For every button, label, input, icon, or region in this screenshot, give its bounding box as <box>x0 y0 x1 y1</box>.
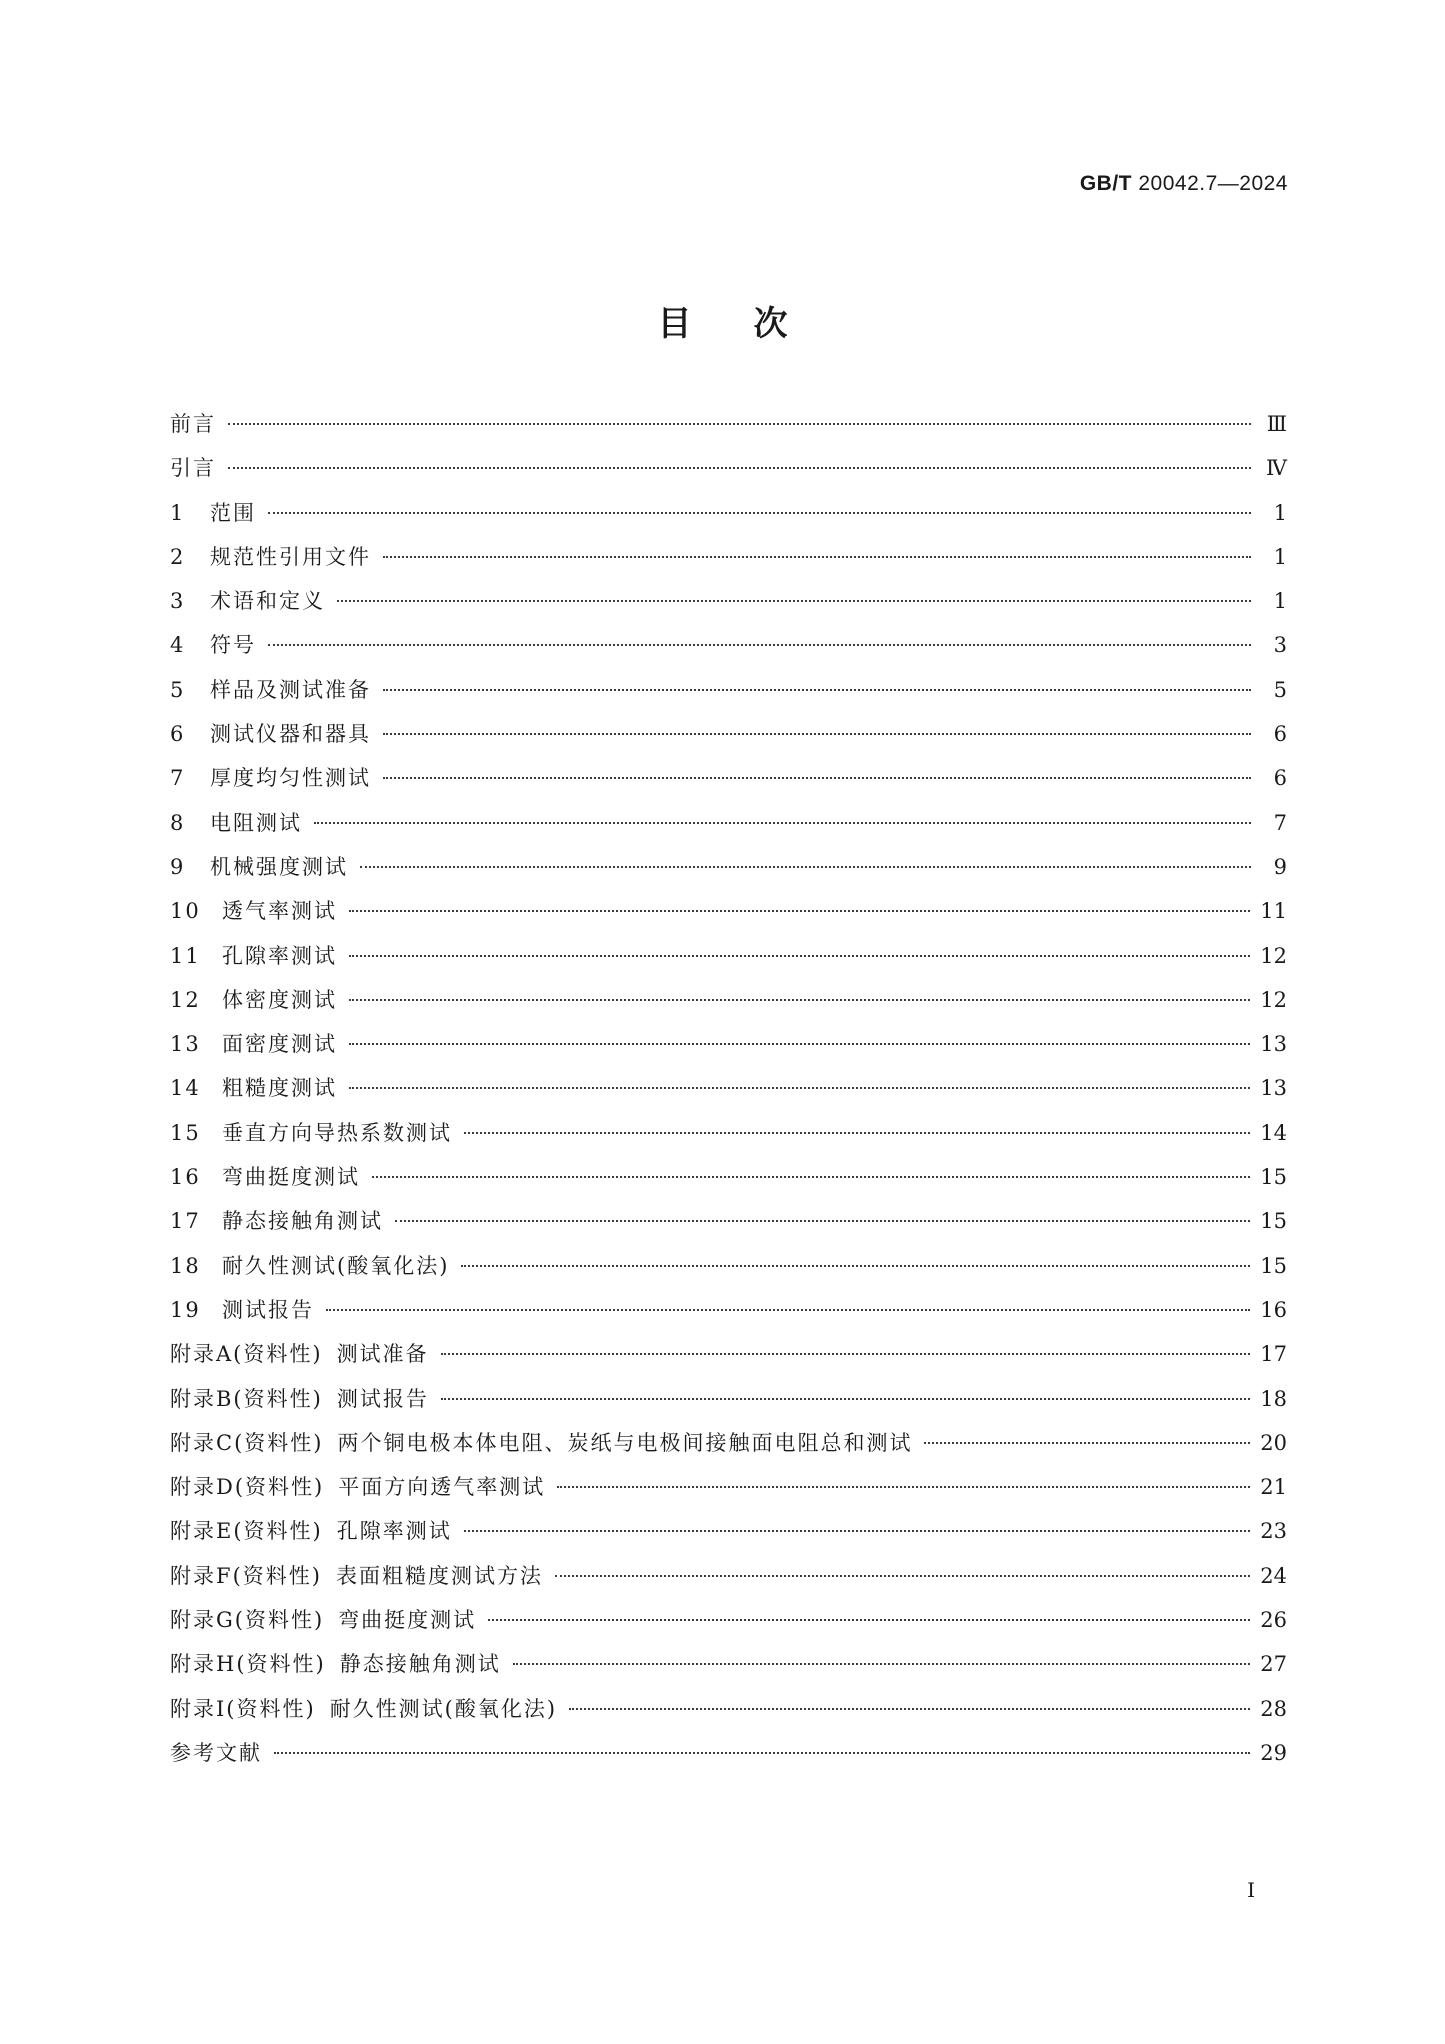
toc-entry-number: 5 <box>170 677 186 702</box>
toc-entry-label <box>222 895 337 925</box>
toc-entry[interactable] <box>170 895 1287 939</box>
toc-entry-number: 4 <box>170 633 186 658</box>
toc-entry-label <box>170 1427 912 1457</box>
toc-entry[interactable] <box>170 1072 1287 1116</box>
toc-entry-label-text: 附录F(资料性) <box>170 1563 322 1588</box>
toc-entry-appendix-title: 两个铜电极本体电阻、炭纸与电极间接触面电阻总和测试 <box>337 1430 913 1455</box>
toc-entry-page-number: 6 <box>1273 722 1287 747</box>
toc-entry-number: 12 <box>170 987 201 1012</box>
toc-entry-page-number: 6 <box>1273 766 1287 791</box>
toc-entry[interactable] <box>170 1693 1287 1737</box>
toc-dot-leader <box>228 423 1251 425</box>
toc-dot-leader <box>555 1575 1250 1577</box>
toc-entry-label-text: 术语和定义 <box>210 589 325 614</box>
toc-entry-label-text: 附录G(资料性) <box>170 1608 325 1633</box>
toc-entry-label <box>170 452 216 482</box>
toc-entry-label-text: 附录C(资料性) <box>170 1430 324 1455</box>
toc-entry-page-number: 3 <box>1273 633 1287 658</box>
toc-entry[interactable] <box>170 1250 1287 1294</box>
toc-entry-label-text: 参考文献 <box>170 1740 262 1765</box>
toc-entry-page-number: 1 <box>1273 589 1287 614</box>
toc-entry-label-text: 测试仪器和器具 <box>210 722 371 747</box>
toc-entry-label <box>210 762 371 792</box>
toc-entry-page-number: 1 <box>1273 544 1287 569</box>
toc-entry-label-text: 引言 <box>170 456 216 481</box>
toc-entry-label-text: 垂直方向导热系数测试 <box>222 1120 452 1145</box>
toc-dot-leader <box>395 1220 1250 1222</box>
toc-entry-label <box>170 1515 452 1545</box>
toc-entry-label-text: 附录D(资料性) <box>170 1475 325 1500</box>
toc-entry[interactable] <box>170 1471 1287 1515</box>
toc-dot-leader <box>349 955 1250 957</box>
toc-entry[interactable] <box>170 1604 1287 1648</box>
toc-entry-label-text: 附录A(资料性) <box>170 1342 323 1367</box>
toc-entry-label <box>210 718 371 748</box>
toc-entry-appendix-title: 耐久性测试(酸氧化法) <box>329 1696 558 1721</box>
toc-entry-label-text: 弯曲挺度测试 <box>222 1165 360 1190</box>
toc-entry-page-number: 1 <box>1273 500 1287 525</box>
toc-dot-leader <box>513 1663 1251 1665</box>
toc-entry-number: 17 <box>170 1209 201 1234</box>
toc-entry-page-number: 5 <box>1273 677 1287 702</box>
toc-dot-leader <box>383 556 1251 558</box>
toc-entry[interactable] <box>170 1117 1287 1161</box>
toc-entry-label-text: 厚度均匀性测试 <box>210 766 371 791</box>
toc-entry[interactable] <box>170 718 1287 762</box>
toc-entry-label-text: 符号 <box>210 633 256 658</box>
toc-entry-page-number: 28 <box>1260 1696 1287 1721</box>
toc-entry-label-text: 附录B(资料性) <box>170 1386 323 1411</box>
toc-entry-page-number: 24 <box>1260 1563 1287 1588</box>
standard-code <box>1080 172 1288 196</box>
toc-dot-leader <box>441 1353 1251 1355</box>
toc-entry[interactable] <box>170 807 1287 851</box>
toc-entry-page-number: 27 <box>1260 1652 1287 1677</box>
toc-entry-label-text: 附录E(资料性) <box>170 1519 323 1544</box>
toc-dot-leader <box>488 1619 1250 1621</box>
toc-entry-page-number: 21 <box>1260 1475 1287 1500</box>
toc-dot-leader <box>464 1530 1251 1532</box>
toc-dot-leader <box>268 644 1251 646</box>
toc-dot-leader <box>569 1708 1250 1710</box>
toc-entry[interactable] <box>170 851 1287 895</box>
page-title-char-1: 目 <box>657 304 692 344</box>
toc-entry-number: 8 <box>170 810 186 835</box>
toc-entry-number: 19 <box>170 1297 201 1322</box>
page-folio: I <box>1247 1878 1255 1902</box>
page-title <box>0 296 1445 345</box>
toc-entry[interactable] <box>170 408 1287 452</box>
toc-dot-leader <box>557 1486 1250 1488</box>
toc-entry-number: 7 <box>170 766 186 791</box>
toc-entry-label <box>170 1383 429 1413</box>
toc-entry[interactable] <box>170 1028 1287 1072</box>
toc-entry-label <box>170 1604 476 1634</box>
standard-number: 20042.7—2024 <box>1138 172 1288 195</box>
toc-entry-appendix-title: 平面方向透气率测试 <box>338 1475 546 1500</box>
toc-entry-label <box>222 1072 337 1102</box>
toc-entry-label <box>222 1205 383 1235</box>
toc-entry-page-number: 9 <box>1273 854 1287 879</box>
toc-entry-appendix-title: 表面粗糙度测试方法 <box>335 1563 543 1588</box>
toc-entry-label <box>222 940 337 970</box>
toc-entry[interactable] <box>170 1294 1287 1338</box>
toc-entry-label-text: 前言 <box>170 412 216 436</box>
toc-entry-label-text: 附录H(资料性) <box>170 1652 326 1677</box>
toc-entry-label-text: 机械强度测试 <box>210 854 348 879</box>
toc-entry-page-number: 13 <box>1260 1032 1287 1057</box>
toc-entry[interactable] <box>170 1560 1287 1604</box>
toc-entry-label-text: 附录I(资料性) <box>170 1696 316 1721</box>
toc-dot-leader <box>383 733 1251 735</box>
toc-entry-page-number: 23 <box>1260 1519 1287 1544</box>
toc-entry[interactable] <box>170 497 1287 541</box>
toc-entry-page-number: 26 <box>1260 1608 1287 1633</box>
toc-entry[interactable] <box>170 1737 1287 1781</box>
toc-entry-label-text: 样品及测试准备 <box>210 677 371 702</box>
toc-entry-number: 3 <box>170 589 186 614</box>
toc-entry-label <box>170 408 216 438</box>
toc-entry[interactable] <box>170 1515 1287 1559</box>
toc-entry-appendix-title: 测试报告 <box>336 1386 429 1411</box>
toc-dot-leader <box>383 689 1251 691</box>
toc-entry-label <box>210 541 371 571</box>
toc-entry-label-text: 规范性引用文件 <box>210 544 371 569</box>
toc-entry-label <box>222 1161 360 1191</box>
toc-entry-number: 9 <box>170 854 186 879</box>
toc-entry-label <box>170 1471 545 1501</box>
toc-entry-appendix-title: 弯曲挺度测试 <box>338 1608 477 1633</box>
toc-entry-label-text: 测试报告 <box>222 1297 314 1322</box>
toc-entry[interactable] <box>170 452 1287 496</box>
toc-entry-page-number: 14 <box>1260 1120 1287 1145</box>
toc-dot-leader <box>349 910 1250 912</box>
toc-entry-label <box>222 1250 449 1280</box>
toc-dot-leader <box>337 600 1251 602</box>
toc-entry[interactable] <box>170 1648 1287 1692</box>
toc-dot-leader <box>924 1442 1250 1444</box>
toc-entry-label <box>210 674 371 704</box>
toc-entry-page-number: 20 <box>1260 1430 1287 1455</box>
toc-entry-page-number: 7 <box>1273 810 1287 835</box>
toc-entry-number: 1 <box>170 500 186 525</box>
toc-entry[interactable] <box>170 629 1287 673</box>
toc-entry-label <box>222 1294 314 1324</box>
toc-entry-number: 13 <box>170 1032 201 1057</box>
toc-dot-leader <box>326 1309 1250 1311</box>
toc-entry-page-number: 11 <box>1260 899 1287 924</box>
standard-prefix: GB/T <box>1079 172 1133 195</box>
toc-entry-page-number: 15 <box>1260 1165 1287 1190</box>
toc-entry-page-number: 12 <box>1260 943 1287 968</box>
toc-entry-label-text: 粗糙度测试 <box>222 1076 337 1101</box>
toc-dot-leader <box>228 467 1251 469</box>
toc-dot-leader <box>464 1132 1250 1134</box>
toc-dot-leader <box>349 1087 1250 1089</box>
toc-entry-page-number: 17 <box>1260 1342 1287 1367</box>
toc-entry-label-text: 静态接触角测试 <box>222 1209 383 1234</box>
toc-entry-label <box>210 497 256 527</box>
toc-entry[interactable] <box>170 762 1287 806</box>
toc-dot-leader <box>461 1265 1250 1267</box>
toc-entry-page-number: Ⅳ <box>1266 456 1287 481</box>
toc-entry-appendix-title: 测试准备 <box>336 1342 429 1367</box>
toc-dot-leader <box>360 866 1251 868</box>
table-of-contents <box>170 408 1287 1781</box>
toc-entry-label <box>222 1117 452 1147</box>
toc-entry-label-text: 面密度测试 <box>222 1032 337 1057</box>
toc-entry-label <box>210 851 348 881</box>
toc-entry-number: 10 <box>170 899 201 924</box>
toc-entry[interactable] <box>170 1427 1287 1471</box>
toc-entry-page-number: 29 <box>1260 1740 1287 1765</box>
toc-entry-number: 2 <box>170 544 186 569</box>
toc-entry-page-number: 18 <box>1260 1386 1287 1411</box>
toc-dot-leader <box>383 777 1251 779</box>
toc-entry-number: 11 <box>170 943 201 968</box>
toc-entry-label <box>170 1560 543 1590</box>
toc-entry-number: 18 <box>170 1253 201 1278</box>
toc-entry[interactable] <box>170 1383 1287 1427</box>
toc-dot-leader <box>441 1398 1250 1400</box>
toc-entry-label-text: 范围 <box>210 500 256 525</box>
toc-entry-number: 14 <box>170 1076 201 1101</box>
toc-entry-number: 16 <box>170 1165 201 1190</box>
toc-entry-number: 6 <box>170 722 186 747</box>
toc-entry-page-number: 15 <box>1260 1253 1287 1278</box>
toc-entry[interactable] <box>170 585 1287 629</box>
toc-entry-page-number: 16 <box>1260 1297 1287 1322</box>
toc-entry[interactable] <box>170 940 1287 984</box>
toc-entry-label <box>222 1028 337 1058</box>
toc-entry-appendix-title: 静态接触角测试 <box>339 1652 501 1677</box>
toc-entry[interactable] <box>170 674 1287 718</box>
toc-entry-page-number: 12 <box>1260 987 1287 1012</box>
toc-entry-label <box>170 1338 429 1368</box>
toc-dot-leader <box>349 1043 1250 1045</box>
toc-entry[interactable] <box>170 1205 1287 1249</box>
toc-dot-leader <box>372 1176 1250 1178</box>
toc-entry-appendix-title: 孔隙率测试 <box>336 1519 452 1544</box>
toc-entry-label <box>222 984 337 1014</box>
toc-entry-label <box>210 585 325 615</box>
page-title-char-2: 次 <box>753 304 788 344</box>
toc-entry-label-text: 孔隙率测试 <box>222 943 337 968</box>
toc-entry-label-text: 电阻测试 <box>210 810 302 835</box>
toc-entry-label <box>210 807 302 837</box>
toc-dot-leader <box>268 512 1251 514</box>
toc-entry-label <box>170 1737 262 1767</box>
toc-entry-label-text: 透气率测试 <box>222 899 337 924</box>
toc-entry-number: 15 <box>170 1120 201 1145</box>
toc-entry[interactable] <box>170 541 1287 585</box>
toc-entry-label <box>170 1693 557 1723</box>
toc-entry[interactable] <box>170 1338 1287 1382</box>
toc-entry-label <box>170 1648 501 1678</box>
toc-entry-page-number: Ⅲ <box>1266 412 1287 436</box>
toc-entry[interactable] <box>170 1161 1287 1205</box>
toc-entry-page-number: 13 <box>1260 1076 1287 1101</box>
toc-entry[interactable] <box>170 984 1287 1028</box>
toc-dot-leader <box>349 999 1250 1001</box>
toc-entry-label <box>210 629 256 659</box>
toc-dot-leader <box>274 1752 1250 1754</box>
toc-entry-page-number: 15 <box>1260 1209 1287 1234</box>
toc-dot-leader <box>314 822 1251 824</box>
toc-entry-label-text: 体密度测试 <box>222 987 337 1012</box>
toc-entry-label-text: 耐久性测试(酸氧化法) <box>222 1253 450 1278</box>
